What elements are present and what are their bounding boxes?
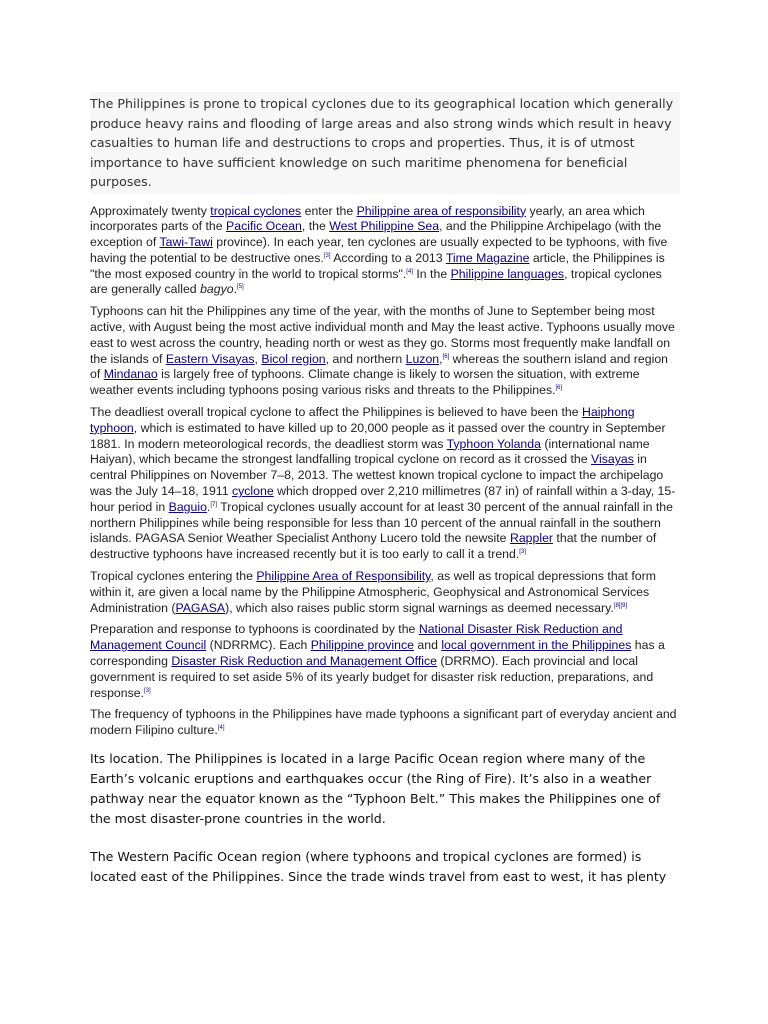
- text: ,: [439, 351, 443, 366]
- link-west-philippine-sea[interactable]: West Philippine Sea: [329, 219, 440, 234]
- text: article, the Philippines is "the most exposed country in the world to tropical storms".: [90, 250, 665, 281]
- paragraph-western-pacific: The Western Pacific Ocean region (where typhoons and tropical cyclones are formed) is located east of the Philippines. Since the trade winds travel from east to west, it has plenty: [90, 849, 667, 884]
- text: (international name Haiyan), which became the strongest landfalling tropical cyclone on record as it crossed the: [90, 436, 650, 467]
- link-bicol-region[interactable]: Bicol region: [261, 351, 326, 366]
- text: In the: [412, 266, 451, 281]
- link-baguio[interactable]: Baguio: [168, 499, 207, 514]
- link-philippine-languages[interactable]: Philippine languages: [450, 266, 565, 281]
- text: , the: [301, 219, 330, 234]
- link-ndrrmc[interactable]: National Disaster Risk Reduction and Management Council: [90, 622, 623, 653]
- document-body: [90, 92, 680, 905]
- link-cyclone[interactable]: cyclone: [231, 484, 274, 499]
- link-rappler[interactable]: Rappler: [509, 531, 554, 546]
- link-luzon[interactable]: Luzon: [405, 351, 440, 366]
- text: whereas the southern island and region of: [90, 351, 668, 382]
- text: enter the: [301, 203, 357, 218]
- text: Approximately twenty: [90, 203, 211, 218]
- text: is largely free of typhoons. Climate change is likely to worsen the situation, with extreme weather events including typhoons posing various risks and threats to the Philippines.: [90, 367, 640, 398]
- text: .: [206, 499, 211, 514]
- paragraph-deadliest-cyclones: [90, 405, 680, 563]
- citation-ref[interactable]: [3]: [519, 549, 526, 556]
- link-local-government[interactable]: local government in the Philippines: [441, 638, 632, 653]
- text: The frequency of typhoons in the Philippines have made typhoons a significant part of everyday ancient and modern Filipino culture.: [90, 707, 677, 738]
- paragraph-culture: [90, 707, 680, 739]
- paragraph-local-names: [90, 569, 680, 616]
- text: According to a 2013: [330, 250, 446, 265]
- citation-ref[interactable]: [7]: [210, 501, 218, 508]
- text: (DRRMO). Each provincial and local government is required to set aside 5% of its yearly budget for disaster risk reduction, preparations, and response.: [90, 654, 654, 700]
- text: province). In each year, ten cyclones are usually expected to be typhoons, with five having the potential to be destructive ones.: [90, 235, 668, 265]
- text: Typhoons can hit the Philippines any time of the year, with the months of June to September being most active, with August being the most active individual month and May the least active. Typhoons usually move east to west across the country, heading north or west as they go. Storms most frequently make landfall on the islands of: [90, 304, 675, 366]
- citation-ref[interactable]: [6]: [555, 385, 563, 392]
- citation-ref[interactable]: [4]: [406, 268, 413, 275]
- link-philippine-area-of-responsibility[interactable]: Philippine area of responsibility: [356, 203, 527, 218]
- link-eastern-visayas[interactable]: Eastern Visayas: [165, 351, 255, 366]
- text: which dropped over 2,210 millimetres (87 in) of rainfall within a 3-day, 15-hour period in: [90, 484, 676, 514]
- link-typhoon-yolanda[interactable]: Typhoon Yolanda: [446, 436, 541, 451]
- text: in central Philippines on November 7–8, 2013. The wettest known tropical cyclone to impact the archipelago was the July 14–18, 1911: [90, 452, 664, 499]
- link-time-magazine[interactable]: Time Magazine: [445, 250, 530, 265]
- citation-ref[interactable]: [6]: [442, 353, 450, 360]
- link-pagasa[interactable]: PAGASA: [175, 600, 226, 615]
- citation-ref[interactable]: [5]: [237, 284, 244, 291]
- link-philippine-area-of-responsibility[interactable]: Philippine Area of Responsibility: [256, 569, 431, 584]
- text: Preparation and response to typhoons is coordinated by the: [90, 622, 419, 637]
- term-bagyo: bagyo: [200, 282, 234, 297]
- paragraph-cyclone-count: [90, 204, 680, 299]
- text: that the number of destructive typhoons have increased recently but it is too early to call it a trend.: [90, 531, 657, 562]
- intro-paragraph: The Philippines is prone to tropical cyclones due to its geographical location which generally produce heavy rains and flooding of large areas and also strong winds which result in heavy casualties to human life and destructions to crops and properties. Thus, it is of utmost importance to have sufficient knowledge on such maritime phenomena for beneficial purposes.: [90, 92, 680, 194]
- text: (NDRRMC). Each: [206, 638, 311, 653]
- paragraph-location: Its location. The Philippines is located in a large Pacific Ocean region where many of the Earth’s volcanic eruptions and earthquakes occur (the Ring of Fire). It’s also in a weather pathway near the equator known as the “Typhoon Belt.” This makes the Philippines one of the most disaster-prone countries in the world.: [90, 751, 661, 826]
- citation-ref[interactable]: [3]: [323, 252, 331, 259]
- text: and: [413, 638, 442, 653]
- link-tawi-tawi[interactable]: Tawi-Tawi: [159, 235, 213, 250]
- text: Tropical cyclones usually account for at least 30 percent of the annual rainfall in the northern Philippines while being responsible for less than 10 percent of the annual rainfall in the southern islands. PAGASA Senior Weather Specialist Anthony Lucero told the newsite: [90, 499, 673, 546]
- text: Tropical cyclones entering the: [90, 569, 257, 584]
- link-pacific-ocean[interactable]: Pacific Ocean: [226, 219, 302, 234]
- text: ,: [254, 351, 262, 366]
- text: , and northern: [325, 351, 406, 366]
- link-haiphong-typhoon[interactable]: Haiphong typhoon: [90, 405, 635, 435]
- citation-ref[interactable]: [4]: [217, 725, 225, 732]
- text: , as well as tropical depressions that form within it, are given a local name by the Philippine Atmospheric, Geophysical and Astronomical Services Administration (: [90, 569, 656, 615]
- text: The deadliest overall tropical cyclone to affect the Philippines is believed to have been the: [90, 405, 582, 420]
- citation-ref[interactable]: [8][9]: [613, 602, 628, 609]
- text: has a corresponding: [90, 638, 665, 669]
- text: .: [233, 282, 237, 297]
- text: , tropical cyclones are generally called: [90, 266, 662, 297]
- text: ), which also raises public storm signal warnings as deemed necessary.: [225, 600, 614, 615]
- text: , which is estimated to have killed up to 20,000 people as it passed over the country in September 1881. In modern meteorological records, the deadliest storm was: [90, 420, 666, 451]
- paragraph-preparation: [90, 622, 680, 701]
- citation-ref[interactable]: [3]: [144, 687, 151, 694]
- text: , and the Philippine Archipelago (with the exception of: [90, 219, 662, 250]
- link-drrmo[interactable]: Disaster Risk Reduction and Management Office: [171, 654, 438, 669]
- link-visayas[interactable]: Visayas: [591, 452, 634, 467]
- paragraph-typhoon-season: [90, 304, 680, 399]
- link-philippine-province[interactable]: Philippine province: [310, 638, 414, 653]
- text: yearly, an area which incorporates parts of the: [90, 203, 645, 234]
- link-tropical-cyclones[interactable]: tropical cyclones: [210, 203, 302, 218]
- link-mindanao[interactable]: Mindanao: [103, 367, 158, 382]
